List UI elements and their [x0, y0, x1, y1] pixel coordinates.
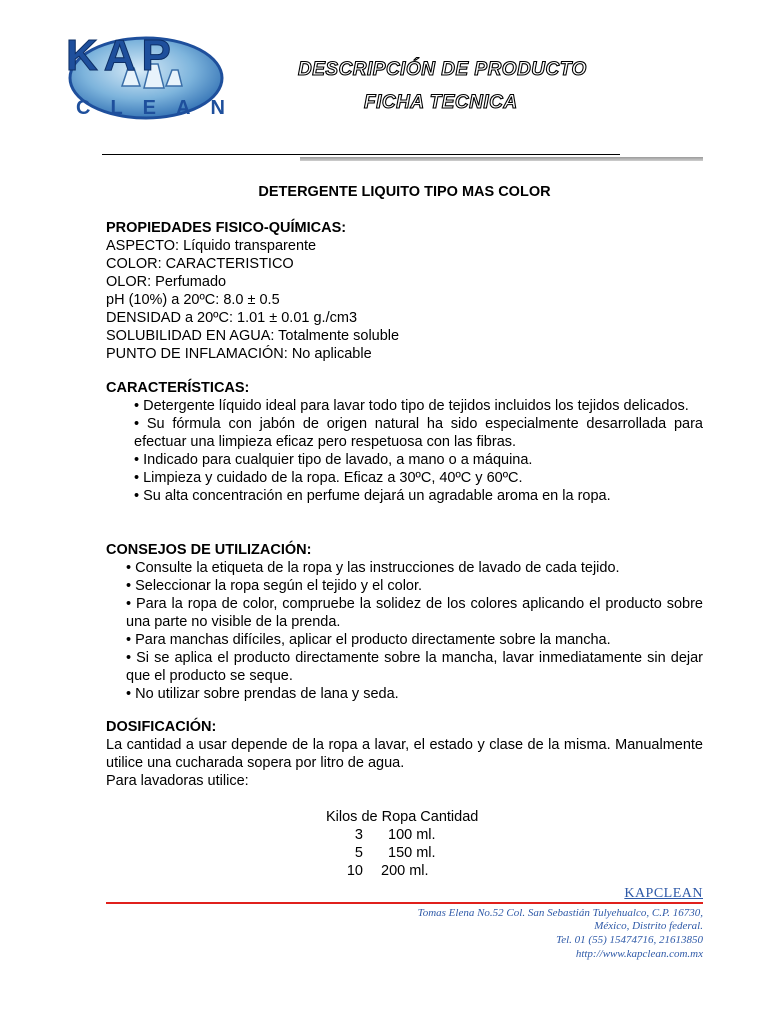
amount-cell: 100 ml. [388, 827, 436, 843]
characteristics-section [106, 379, 703, 505]
document-subtitle: FICHA TECNICA [364, 92, 518, 113]
characteristic-item: • Su fórmula con jabón de origen natural ha sido especialmente desarrollada para efectuar una limpieza eficaz pero respetuosa con las fibras. [134, 416, 703, 450]
footer-address-line1: Tomas Elena No.52 Col. San Sebastián Tulyehualco, C.P. 16730, [417, 907, 703, 919]
dosage-paragraph: La cantidad a usar depende de la ropa a lavar, el estado y clase de la misma. Manualmente utilice una cucharada sopera por litro de agua. [106, 737, 703, 771]
document-title: DESCRIPCIÓN DE PRODUCTO [298, 59, 587, 80]
header-rule [102, 154, 620, 155]
footer-phone: Tel. 01 (55) 15474716, 21613850 [556, 934, 703, 946]
characteristic-item: • Detergente líquido ideal para lavar todo tipo de tejidos incluidos los tejidos delicados. [134, 398, 689, 414]
footer-address-line2: México, Distrito federal. [594, 920, 703, 932]
property-line: ASPECTO: Líquido transparente [106, 238, 317, 254]
property-line: COLOR: CARACTERISTICO [106, 256, 294, 272]
logo-text-bottom: CLEAN [76, 97, 245, 119]
usage-item: • Para manchas difíciles, aplicar el producto directamente sobre la mancha. [126, 632, 611, 648]
characteristic-item: • Indicado para cualquier tipo de lavado, a mano o a máquina. [134, 452, 533, 468]
properties-heading: PROPIEDADES FISICO-QUÍMICAS: [106, 220, 347, 236]
amount-cell: 150 ml. [388, 845, 436, 861]
kilos-cell: 10 [346, 863, 363, 879]
table-row [106, 862, 703, 880]
dosage-table-header: Kilos de Ropa Cantidad [326, 809, 479, 825]
dosage-machines-line: Para lavadoras utilice: [106, 773, 249, 789]
property-line: PUNTO DE INFLAMACIÓN: No aplicable [106, 346, 372, 362]
table-row [106, 844, 703, 862]
characteristic-item: • Su alta concentración en perfume dejará un agradable aroma en la ropa. [134, 488, 611, 504]
property-line: pH (10%) a 20ºC: 8.0 ± 0.5 [106, 292, 280, 308]
property-line: OLOR: Perfumado [106, 274, 227, 290]
footer-rule [106, 902, 703, 904]
characteristics-heading: CARACTERÍSTICAS: [106, 380, 250, 396]
kapclean-logo [62, 26, 245, 126]
usage-item: • No utilizar sobre prendas de lana y seda. [126, 686, 399, 702]
usage-item: • Para la ropa de color, compruebe la solidez de los colores aplicando el producto sobre una parte no visible de la prenda. [126, 596, 703, 630]
header-rule-shadow [300, 157, 703, 161]
characteristic-item: • Limpieza y cuidado de la ropa. Eficaz a 30ºC, 40ºC y 60ºC. [134, 470, 523, 486]
properties-section [106, 219, 703, 363]
usage-item: • Si se aplica el producto directamente sobre la mancha, lavar inmediatamente sin dejar que el producto se seque. [126, 650, 703, 684]
amount-cell: 200 ml. [381, 863, 429, 879]
footer-brand: KAPCLEAN [624, 886, 703, 901]
usage-heading: CONSEJOS DE UTILIZACIÓN: [106, 542, 312, 558]
property-line: DENSIDAD a 20ºC: 1.01 ± 0.01 g./cm3 [106, 310, 358, 326]
usage-item: • Consulte la etiqueta de la ropa y las instrucciones de lavado de cada tejido. [126, 560, 620, 576]
footer-website[interactable]: http://www.kapclean.com.mx [575, 948, 703, 960]
property-line: SOLUBILIDAD EN AGUA: Totalmente soluble [106, 328, 400, 344]
usage-item: • Seleccionar la ropa según el tejido y el color. [126, 578, 423, 594]
dosage-table [106, 808, 703, 880]
table-row [106, 826, 703, 844]
usage-section [106, 541, 703, 703]
logo-text-top: KAP [66, 31, 177, 80]
kilos-cell: 5 [354, 845, 363, 861]
kilos-cell: 3 [354, 827, 363, 843]
product-name: DETERGENTE LIQUITO TIPO MAS COLOR [258, 184, 551, 200]
dosage-heading: DOSIFICACIÓN: [106, 719, 217, 735]
dosage-section [106, 718, 703, 790]
